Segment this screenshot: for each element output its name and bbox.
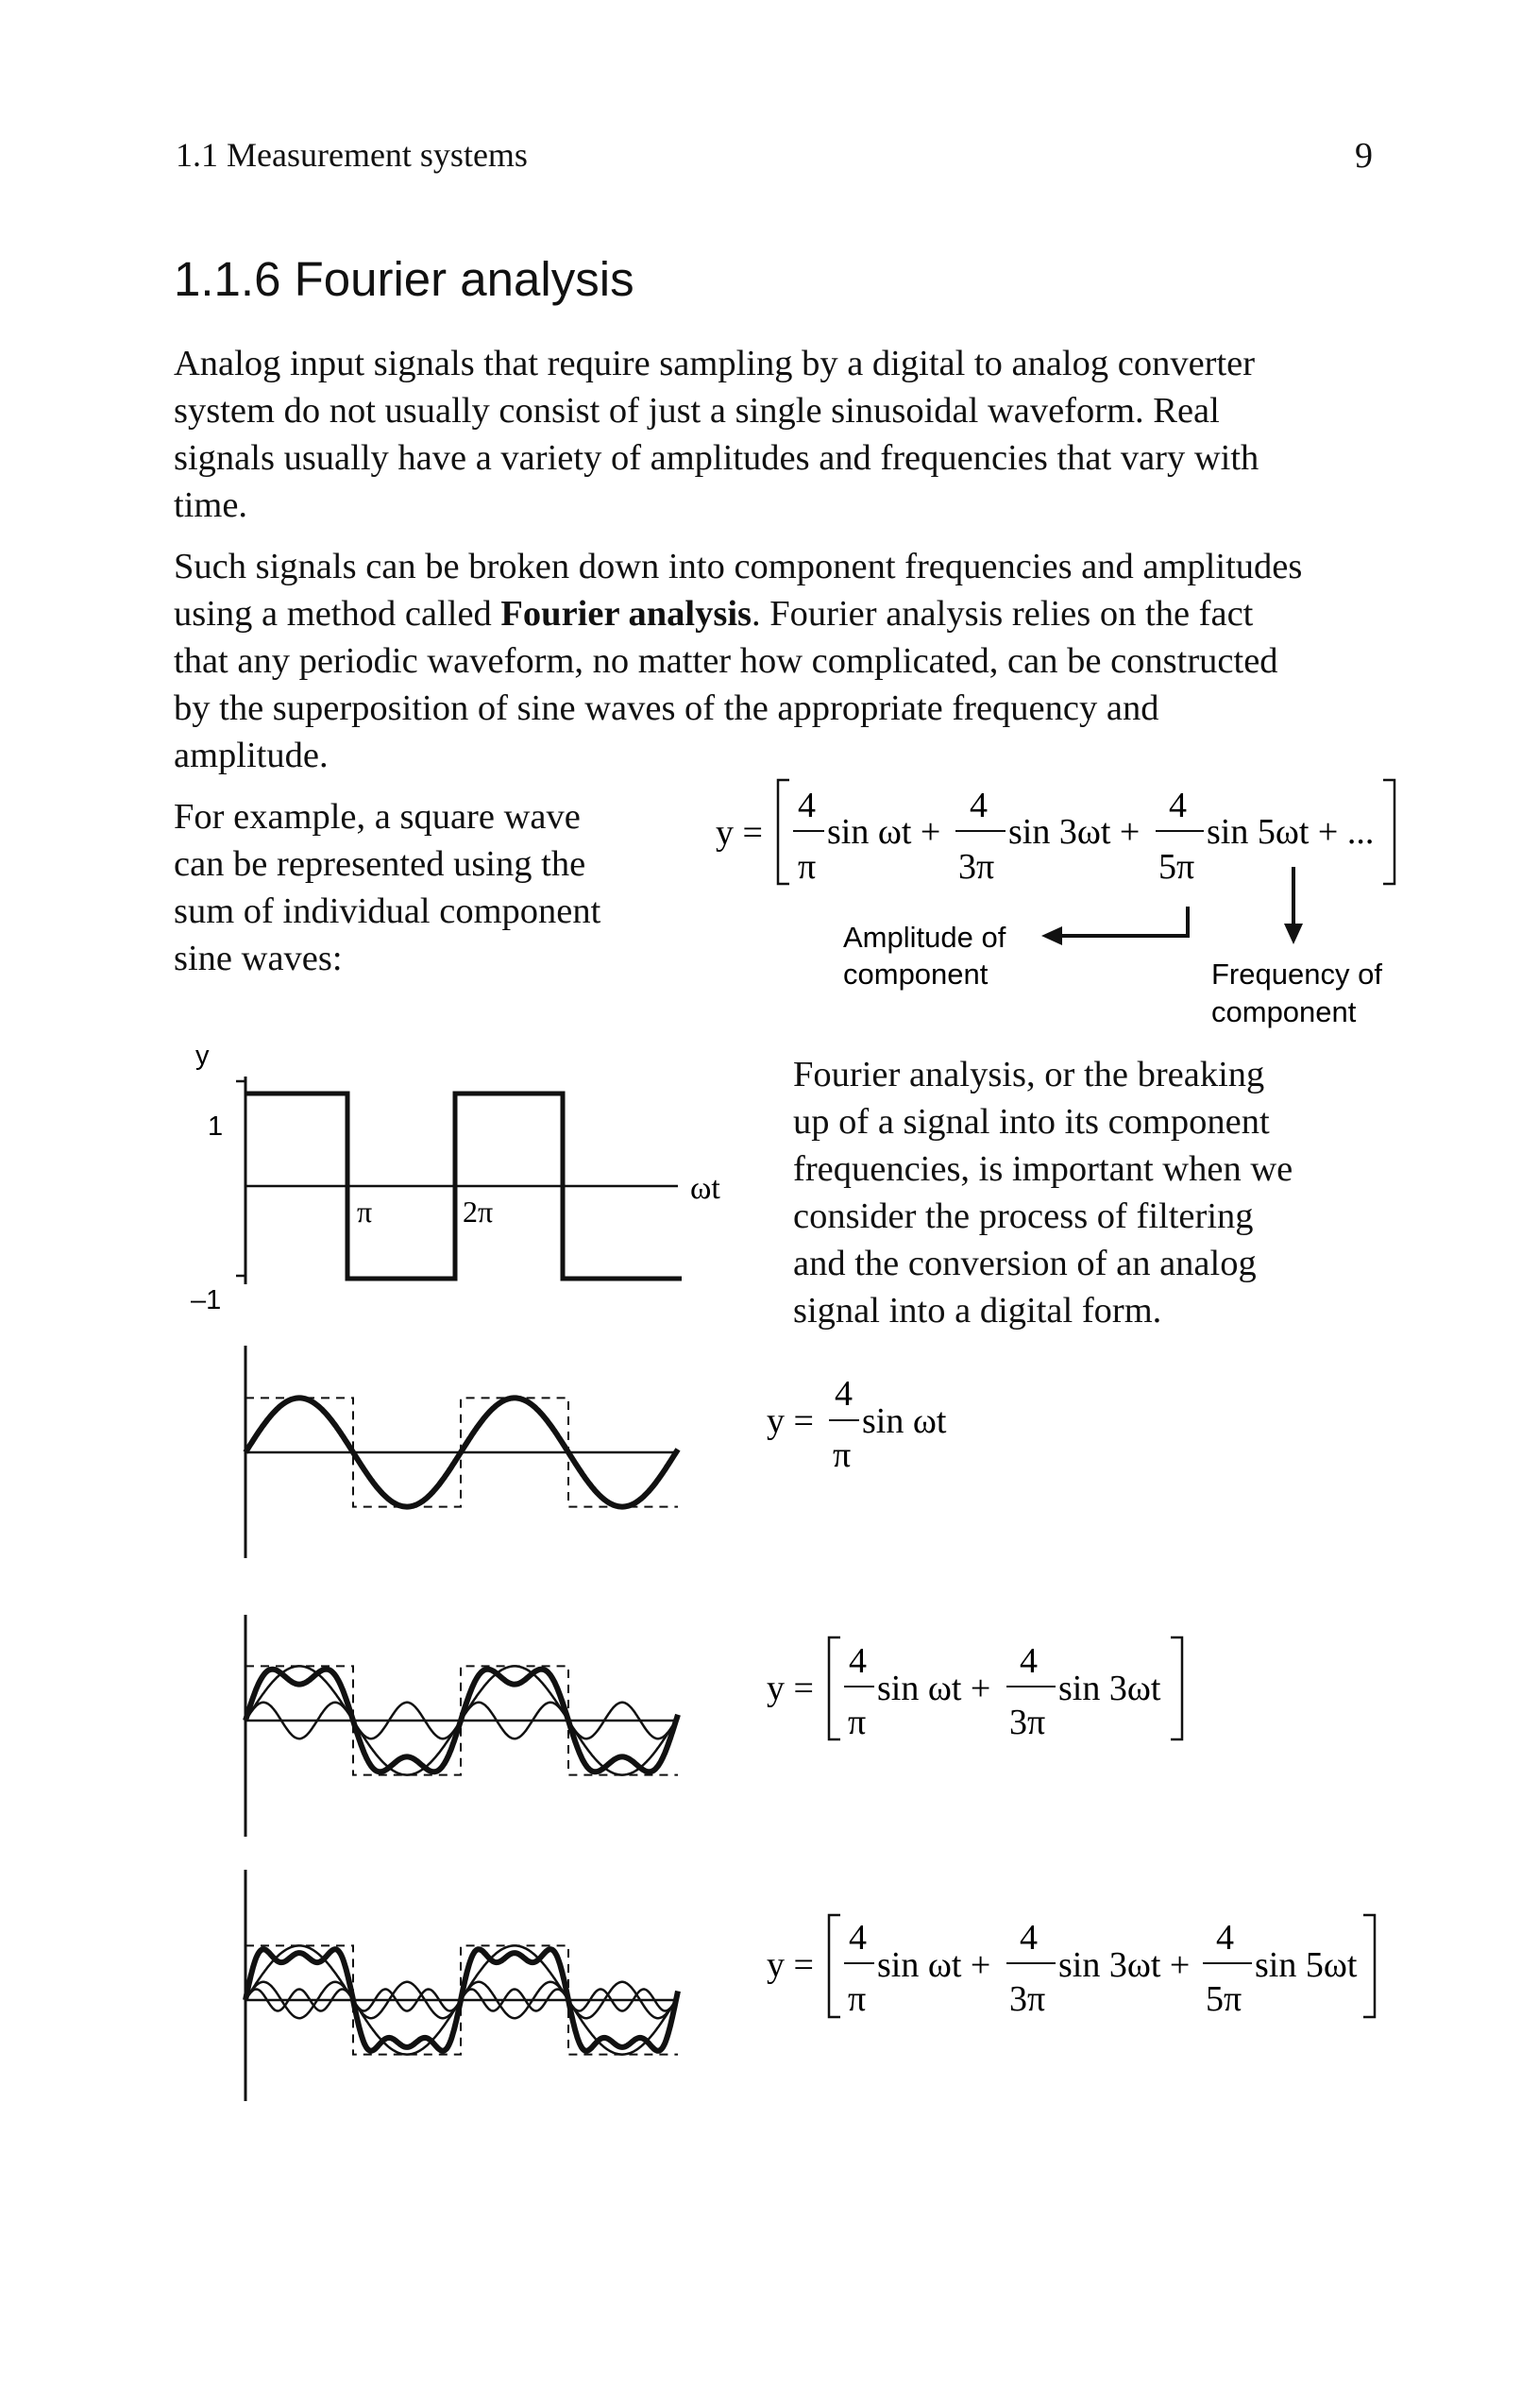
eq-denominator: 3π [1009,1703,1046,1742]
text-line: signal into a digital form. [793,1291,1162,1331]
eq-term: sin 3ωt [1058,1669,1161,1708]
text-line: system do not usually consist of just a single sinusoidal waveform. Real [174,391,1220,431]
right-bracket [1383,780,1394,884]
text-line: sum of individual component [174,891,601,931]
arrow-down-icon [1284,924,1303,944]
equation-partial-1 [767,1374,947,1475]
eq-denominator: π [848,1703,867,1742]
eq-denominator: 5π [1206,1979,1242,2019]
eq-lhs: y = [767,1401,814,1441]
sum-waveform-line [245,1398,678,1506]
right-bracket [1363,1915,1375,2017]
eq-numerator: 4 [1169,786,1187,825]
text-line: up of a signal into its component [793,1102,1270,1142]
text-line: and the conversion of an analog [793,1244,1257,1283]
text-run: . Fourier analysis relies on the fact [752,594,1254,634]
eq-denominator: 3π [958,847,995,887]
eq-denominator: π [798,847,817,887]
tick-label-2pi: 2π [463,1195,494,1229]
running-head: 1.1 Measurement systems [176,136,528,174]
harmonic-line [245,1990,678,2011]
amplitude-annotation-line2: component [843,958,989,991]
frequency-annotation-line2: component [1211,995,1357,1028]
eq-denominator: 5π [1158,847,1195,887]
term-fourier-analysis: Fourier analysis [500,594,752,634]
eq-numerator: 4 [1216,1918,1234,1958]
text-line: sine waves: [174,939,343,978]
harmonic-line [245,1945,678,2054]
annotations [843,867,1382,1028]
square-wave-plot [191,1041,720,1315]
text-line: Analog input signals that require sampling by a digital to analog converter [174,344,1256,383]
eq-term: sin ωt [862,1401,947,1441]
plot-fundamental-plus-3rd [245,1615,678,1837]
plot-fundamental-plus-3rd-5th [245,1870,678,2101]
eq-term: sin 5ωt + ... [1207,812,1375,852]
eq-numerator: 4 [849,1918,867,1958]
text-line: can be represented using the [174,844,586,884]
eq-term: sin 5ωt [1255,1945,1358,1985]
arrow-left-icon [1041,926,1062,945]
eq-numerator: 4 [970,786,988,825]
square-wave-reference-line [245,1945,678,2054]
paragraph-fourier-definition [174,543,1411,779]
eq-numerator: 4 [1020,1918,1038,1958]
y-max-label: 1 [208,1111,224,1142]
text-line: For example, a square wave [174,797,581,837]
eq-numerator: 4 [849,1641,867,1681]
eq-numerator: 4 [1020,1641,1038,1681]
paragraph-square-wave-example [174,793,665,982]
eq-denominator: 3π [1009,1979,1046,2019]
left-bracket [778,780,789,884]
text-line: that any periodic waveform, no matter how complicated, can be constructed [174,641,1278,681]
text-line: by the superposition of sine waves of the appropriate frequency and [174,688,1159,728]
square-wave-reference-line [245,1666,678,1774]
eq-term: sin 3ωt + [1008,812,1141,852]
text-line: Such signals can be broken down into component frequencies and amplitudes [174,547,1303,586]
frequency-annotation-line1: Frequency of [1211,958,1382,991]
text-line: amplitude. [174,736,329,775]
eq-term: sin 3ωt + [1058,1945,1191,1985]
left-bracket [829,1915,840,2017]
left-bracket [829,1637,840,1739]
square-wave-line [245,1094,682,1279]
text-run: using a method called [174,594,501,634]
eq-term: sin ωt + [877,1945,991,1985]
amplitude-leader-line [1059,907,1188,936]
eq-lhs: y = [767,1945,814,1985]
eq-denominator: π [848,1979,867,2019]
sum-waveform-line [245,1949,678,2051]
eq-lhs: y = [716,813,763,853]
right-bracket [1171,1637,1182,1739]
eq-numerator: 4 [798,786,816,825]
paragraph-intro [174,340,1411,529]
eq-term: sin ωt + [827,812,941,852]
text-line: frequencies, is important when we [793,1149,1293,1189]
section-title: 1.1.6 Fourier analysis [174,252,634,306]
harmonic-line [245,1666,678,1774]
eq-term: sin ωt + [877,1669,991,1708]
equation-main [716,780,1394,887]
page-number: 9 [1355,136,1373,176]
eq-numerator: 4 [835,1374,853,1414]
eq-lhs: y = [767,1669,814,1708]
y-axis-label: y [195,1041,210,1071]
harmonic-line [245,1703,678,1738]
tick-label-pi: π [357,1195,373,1229]
plot-fundamental [245,1346,678,1558]
text-line: consider the process of filtering [793,1196,1254,1236]
x-axis-label: ωt [690,1171,720,1206]
y-min-label: –1 [191,1285,222,1315]
eq-denominator: π [833,1435,852,1475]
square-wave-reference-line [245,1398,678,1506]
sum-waveform-line [245,1670,678,1772]
equation-partial-2 [767,1637,1182,1742]
text-line [174,590,1411,637]
equation-partial-3 [767,1915,1375,2019]
amplitude-annotation-line1: Amplitude of [843,921,1006,954]
harmonic-line [245,1982,678,2018]
text-line: signals usually have a variety of amplitudes and frequencies that vary with [174,438,1259,478]
paragraph-importance [793,1051,1378,1334]
text-line: Fourier analysis, or the breaking [793,1055,1265,1094]
text-line: time. [174,485,248,525]
